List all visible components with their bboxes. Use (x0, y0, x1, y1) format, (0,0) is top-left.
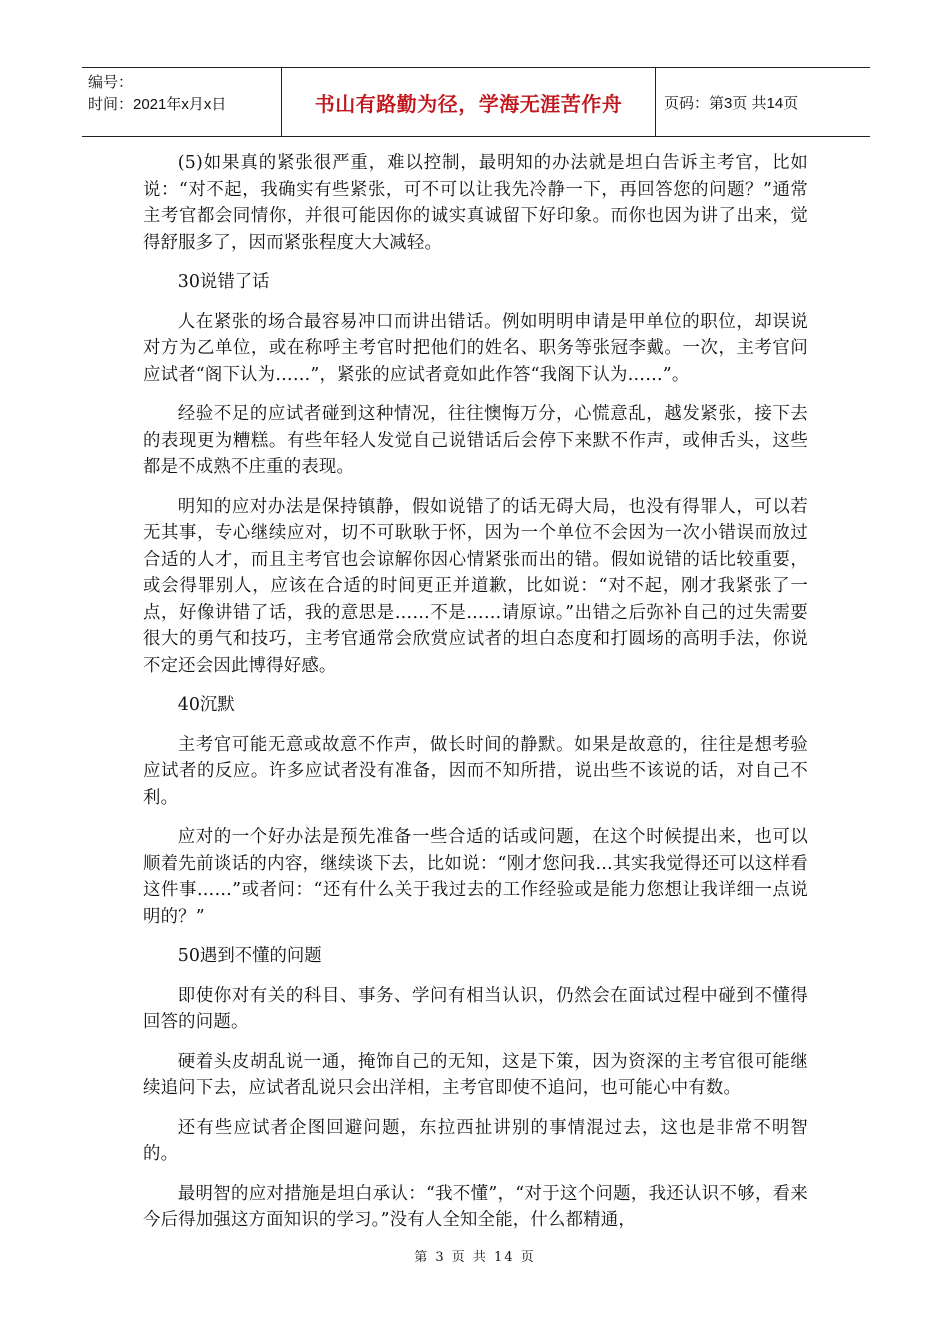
header-motto: 书山有路勤为径，学海无涯苦作舟 (282, 68, 656, 136)
body-paragraph: 硬着头皮胡乱说一通，掩饰自己的无知，这是下策，因为资深的主考官很可能继续追问下去，应试者乱说只会出洋相，主考官即使不追问，也可能心中有数。 (143, 1051, 808, 1098)
section-heading: 40沉默 (177, 695, 235, 715)
body-paragraph: 明知的应对办法是保持镇静，假如说错了的话无碍大局，也没有得罪人，可以若无其事，专心继续应对，切不可耿耿于怀，因为一个单位不会因为一次小错误而放过合适的人才，而且主考官也会谅解你因心情紧张而出的错。假如说错的话比较重要，或会得罪别人，应该在合适的时间更正并道歉，比如说：“对不起，刚才我紧张了一点，好像讲错了话，我的意思是……不是……请原谅。”出错之后弥补自己的过失需要很大的勇气和技巧，主考官通常会欣赏应试者的坦白态度和打圆场的高明手法，你说不定还会因此博得好感。 (143, 496, 808, 676)
document-number-label: 编号： (88, 74, 134, 91)
section-heading: 30说错了话 (177, 272, 270, 292)
section-heading: 50遇到不懂的问题 (177, 946, 322, 966)
document-body (143, 150, 808, 1247)
body-paragraph: 人在紧张的场合最容易冲口而讲出错话。例如明明申请是甲单位的职位，却误说对方为乙单位，或在称呼主考官时把他们的姓名、职务等张冠李戴。一次，主考官问应试者“阁下认为……”，紧张的应试者竟如此作答“我阁下认为……”。 (143, 311, 808, 385)
page-footer: 第 3 页 共 14 页 (414, 1250, 536, 1265)
body-paragraph: 最明智的应对措施是坦白承认：“我不懂”，“对于这个问题，我还认识不够，看来今后得加强这方面知识的学习。”没有人全知全能，什么都精通， (143, 1183, 808, 1230)
page-header (82, 67, 870, 137)
body-paragraph: 应对的一个好办法是预先准备一些合适的话或问题，在这个时候提出来，也可以顺着先前谈话的内容，继续谈下去，比如说：“刚才您问我…其实我觉得还可以这样看这件事……”或者问：“还有什么关于我过去的工作经验或是能力您想让我详细一点说明的？” (143, 827, 808, 927)
document-date: 时间：2021年x月x日 (88, 96, 227, 113)
body-paragraph: 主考官可能无意或故意不作声，做长时间的静默。如果是故意的，往往是想考验应试者的反应。许多应试者没有准备，因而不知所措，说出些不该说的话，对自己不利。 (143, 734, 808, 808)
body-paragraph: (5)如果真的紧张很严重，难以控制，最明知的办法就是坦白告诉主考官，比如说：“对不起，我确实有些紧张，可不可以让我先冷静一下，再回答您的问题？”通常主考官都会同情你，并很可能因你的诚实真诚留下好印象。而你也因为讲了出来，觉得舒服多了，因而紧张程度大大减轻。 (143, 153, 808, 253)
header-meta (82, 68, 282, 136)
body-paragraph: 还有些应试者企图回避问题，东拉西扯讲别的事情混过去，这也是非常不明智的。 (143, 1117, 808, 1164)
body-paragraph: 即使你对有关的科目、事务、学问有相当认识，仍然会在面试过程中碰到不懂得回答的问题。 (143, 985, 808, 1032)
body-paragraph: 经验不足的应试者碰到这种情况，往往懊悔万分，心慌意乱，越发紧张，接下去的表现更为糟糕。有些年轻人发觉自己说错话后会停下来默不作声，或伸舌头，这些都是不成熟不庄重的表现。 (143, 404, 808, 477)
header-page-info: 页码：第3页 共14页 (664, 94, 799, 112)
